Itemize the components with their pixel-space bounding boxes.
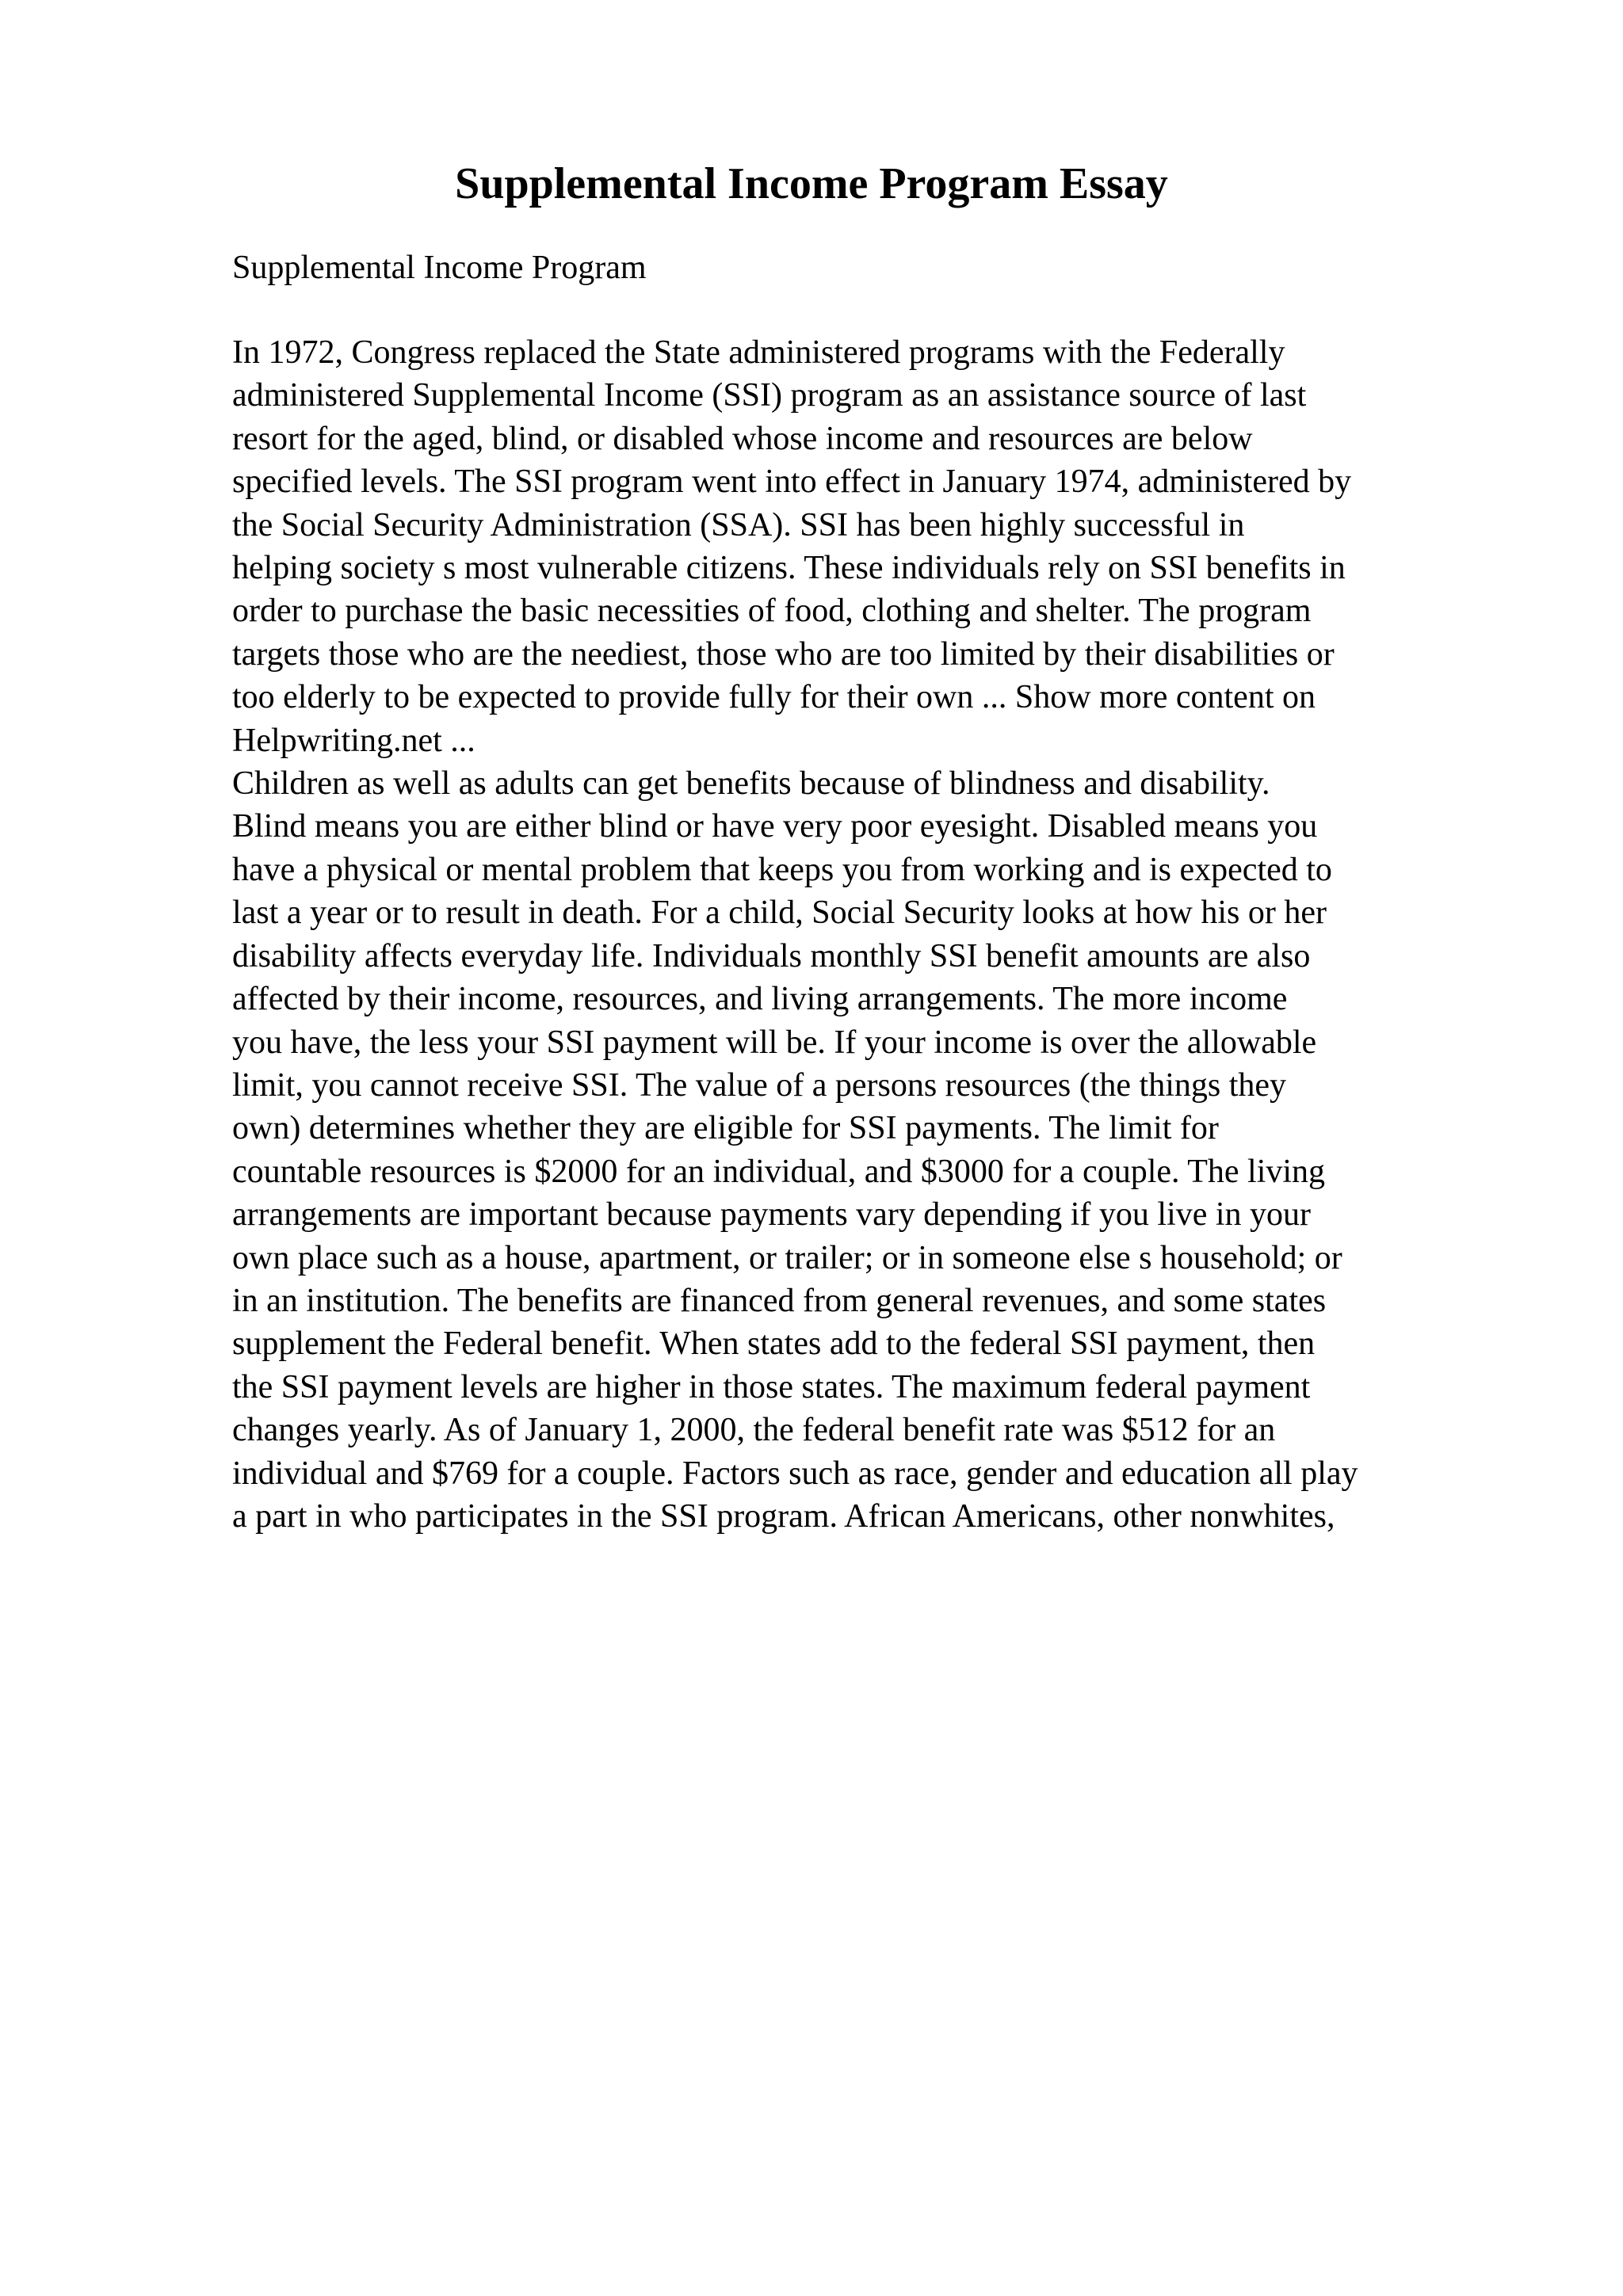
essay-line: limit, you cannot receive SSI. The value of a persons resources (the things they (232, 1066, 1287, 1104)
essay-line: changes yearly. As of January 1, 2000, the federal benefit rate was $512 for an (232, 1412, 1276, 1449)
essay-line: too elderly to be expected to provide fully for their own ... Show more content on (232, 679, 1316, 716)
essay-line: countable resources is $2000 for an individual, and $3000 for a couple. The living (232, 1153, 1326, 1190)
essay-line: Helpwriting.net ... (232, 722, 475, 759)
document-subtitle: Supplemental Income Program (232, 250, 647, 286)
essay-line: disability affects everyday life. Individuals monthly SSI benefit amounts are also (232, 937, 1311, 974)
essay-line: Children as well as adults can get benefits because of blindness and disability. (232, 765, 1270, 803)
essay-body (232, 331, 1500, 1538)
essay-line: specified levels. The SSI program went into effect in January 1974, administered by (232, 463, 1352, 501)
essay-line: helping society s most vulnerable citizens. These individuals rely on SSI benefits in (232, 550, 1346, 587)
essay-line: supplement the Federal benefit. When states add to the federal SSI payment, then (232, 1325, 1316, 1363)
essay-line: Blind means you are either blind or have very poor eyesight. Disabled means you (232, 808, 1318, 845)
essay-line: In 1972, Congress replaced the State administered programs with the Federally (232, 334, 1285, 371)
essay-line: arrangements are important because payments vary depending if you live in your (232, 1196, 1312, 1234)
essay-line: own) determines whether they are eligible for SSI payments. The limit for (232, 1110, 1219, 1147)
essay-line: individual and $769 for a couple. Factors such as race, gender and education all play (232, 1455, 1358, 1492)
document-title: Supplemental Income Program Essay (455, 159, 1168, 208)
essay-line: in an institution. The benefits are financed from general revenues, and some states (232, 1282, 1327, 1319)
essay-line: the Social Security Administration (SSA). SSI has been highly successful in (232, 506, 1245, 543)
essay-line: targets those who are the neediest, those who are too limited by their disabilities or (232, 635, 1335, 673)
essay-line: administered Supplemental Income (SSI) program as an assistance source of last (232, 377, 1307, 414)
essay-line: own place such as a house, apartment, or trailer; or in someone else s household; or (232, 1239, 1342, 1276)
essay-line: the SSI payment levels are higher in those states. The maximum federal payment (232, 1368, 1311, 1405)
essay-line: last a year or to result in death. For a child, Social Security looks at how his or her (232, 894, 1327, 932)
essay-line: a part in who participates in the SSI program. African Americans, other nonwhites, (232, 1497, 1335, 1535)
essay-line: resort for the aged, blind, or disabled whose income and resources are below (232, 420, 1253, 457)
essay-line: order to purchase the basic necessities of food, clothing and shelter. The program (232, 593, 1312, 630)
essay-line: you have, the less your SSI payment will be. If your income is over the allowable (232, 1024, 1317, 1061)
essay-line: have a physical or mental problem that keeps you from working and is expected to (232, 851, 1332, 888)
essay-line: affected by their income, resources, and living arrangements. The more income (232, 981, 1288, 1018)
